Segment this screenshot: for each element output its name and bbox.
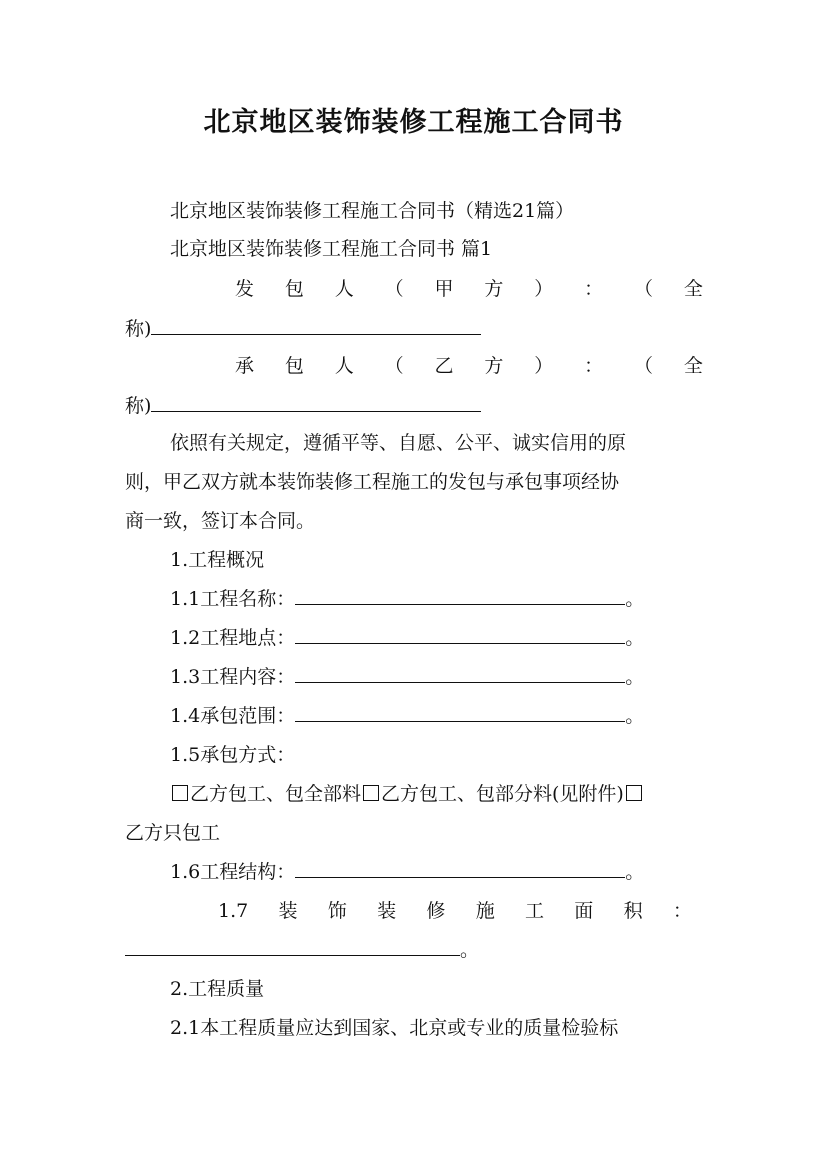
section-1-heading: 1.工程概况 bbox=[170, 549, 265, 571]
project-name-blank[interactable] bbox=[295, 588, 625, 605]
party-a-name-line: 称) bbox=[125, 316, 481, 342]
project-structure-blank[interactable] bbox=[295, 861, 625, 878]
party-b-label: 承 包 人 （ 乙 方 ） ： （ 全 bbox=[235, 355, 703, 377]
option-partial-materials: 乙方包工、包部分料(见附件) bbox=[381, 783, 624, 805]
subtitle: 北京地区装饰装修工程施工合同书（精选21篇） bbox=[170, 200, 575, 222]
section-heading: 北京地区装饰装修工程施工合同书 篇1 bbox=[170, 238, 493, 260]
intro-line-3: 商一致，签订本合同。 bbox=[125, 510, 316, 532]
item-1-1: 1.1工程名称： 。 bbox=[170, 588, 645, 610]
checkbox-labor-only[interactable] bbox=[626, 785, 642, 801]
item-1-7-blank-line: 。 bbox=[125, 937, 479, 963]
item-1-5: 1.5承包方式： bbox=[170, 744, 296, 766]
checkbox-partial-materials[interactable] bbox=[363, 785, 379, 801]
party-b-name-line: 称) bbox=[125, 393, 481, 419]
party-a-label: 发 包 人 （ 甲 方 ） ： （ 全 bbox=[235, 278, 703, 300]
section-2-heading: 2.工程质量 bbox=[170, 978, 265, 1000]
checkbox-full-materials[interactable] bbox=[172, 785, 188, 801]
item-1-4: 1.4承包范围： 。 bbox=[170, 705, 645, 727]
item-1-3: 1.3工程内容： 。 bbox=[170, 666, 645, 688]
contract-scope-blank[interactable] bbox=[295, 705, 625, 722]
project-content-blank[interactable] bbox=[295, 666, 625, 683]
option-full-materials: 乙方包工、包全部料 bbox=[190, 783, 362, 805]
project-location-blank[interactable] bbox=[295, 627, 625, 644]
item-1-2: 1.2工程地点： 。 bbox=[170, 627, 645, 649]
intro-line-1: 依照有关规定，遵循平等、自愿、公平、诚实信用的原 bbox=[170, 432, 627, 454]
party-a-name-blank[interactable] bbox=[151, 318, 481, 335]
option-labor-only: 乙方只包工 bbox=[125, 822, 221, 844]
document-title: 北京地区装饰装修工程施工合同书 bbox=[203, 107, 624, 138]
item-1-7: 1.7 装 饰 装 修 施 工 面 积 ： bbox=[218, 900, 692, 922]
item-1-6: 1.6工程结构： 。 bbox=[170, 861, 645, 883]
construction-area-blank[interactable] bbox=[125, 939, 460, 956]
item-2-1: 2.1本工程质量应达到国家、北京或专业的质量检验标 bbox=[170, 1017, 619, 1039]
intro-line-2: 则，甲乙双方就本装饰装修工程施工的发包与承包事项经协 bbox=[125, 471, 620, 493]
party-b-name-blank[interactable] bbox=[151, 395, 481, 412]
contract-mode-options bbox=[170, 781, 644, 807]
